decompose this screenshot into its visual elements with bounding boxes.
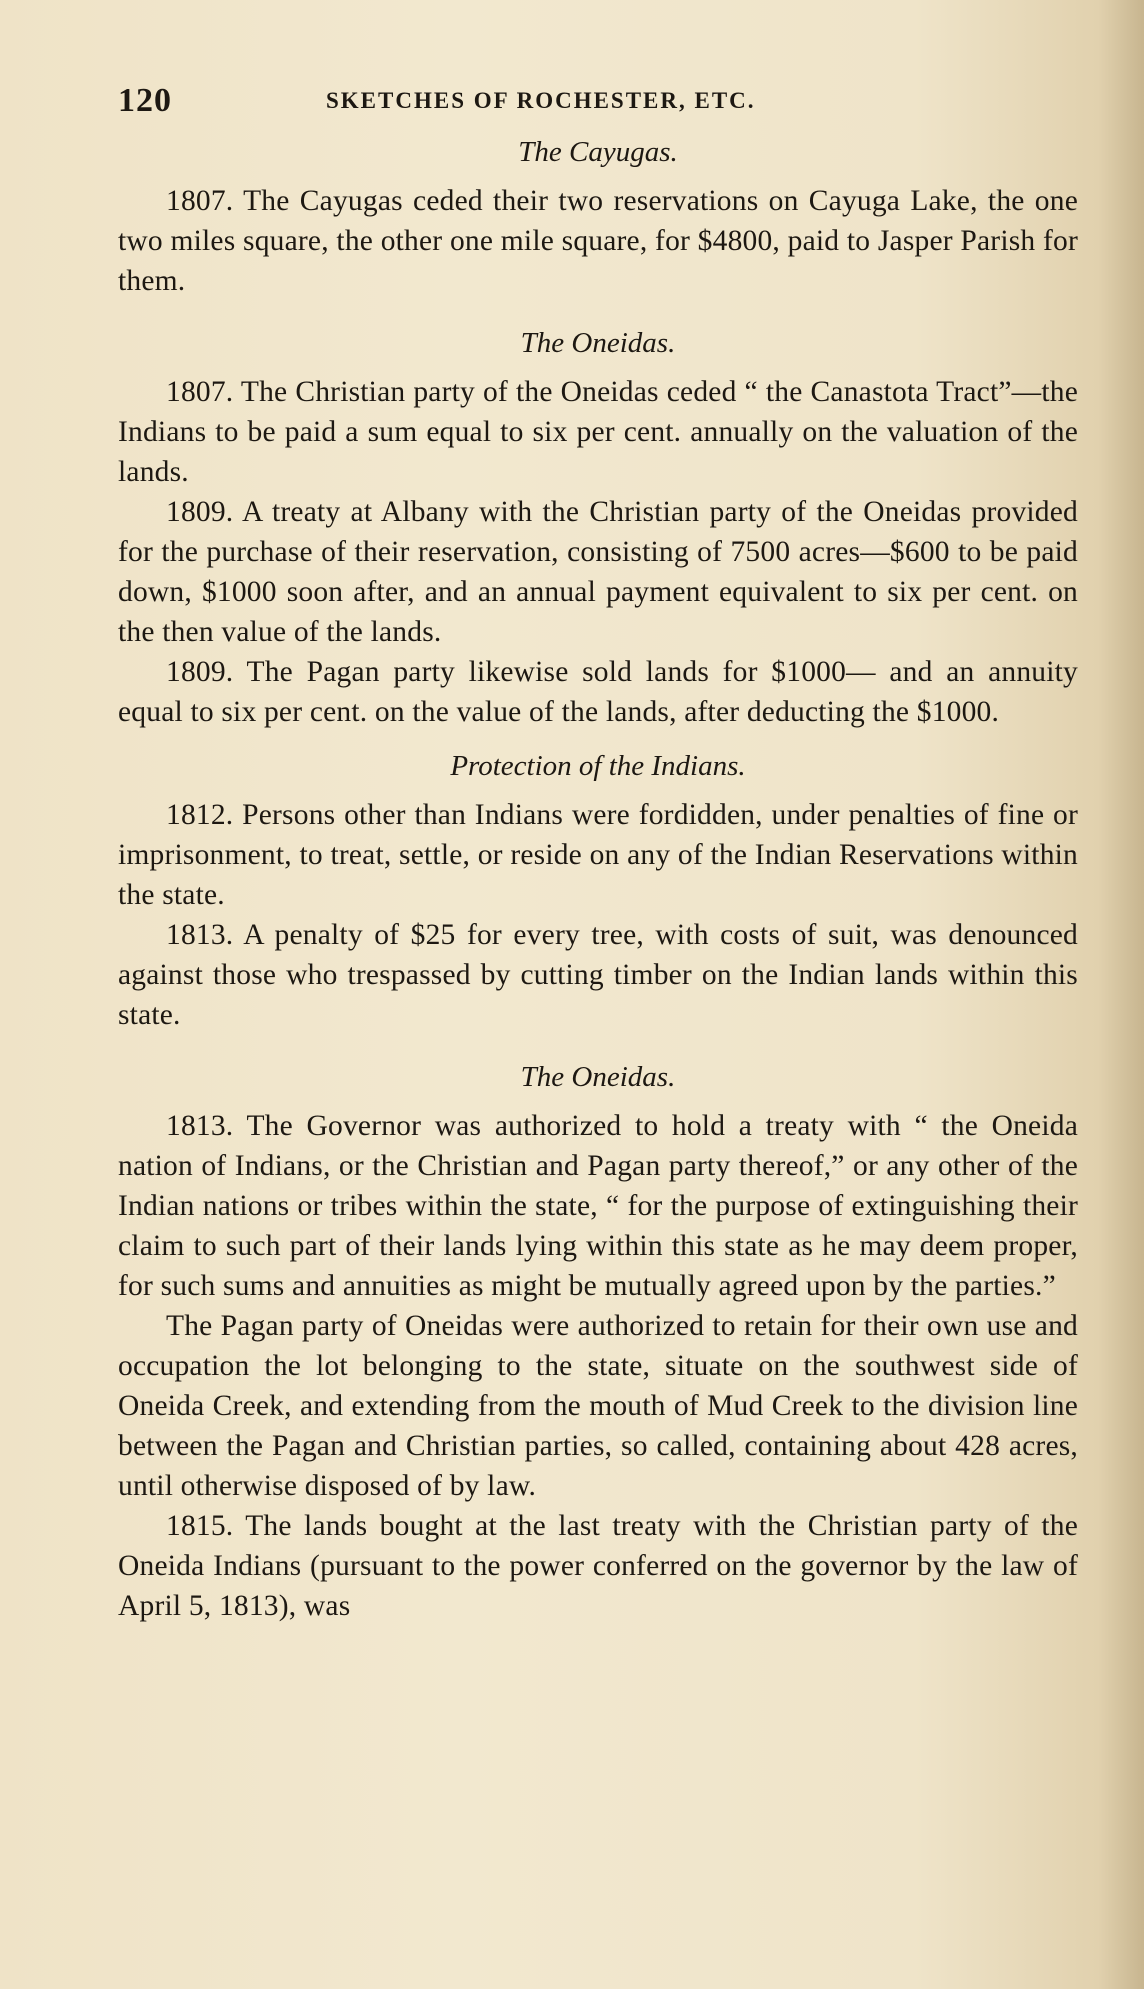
page-number: 120	[118, 82, 172, 119]
paragraph: 1812. Persons other than Indians were fordidden, under penalties of fine or imprisonment, to treat, settle, or reside on any of the Indian Reservations within the state.	[118, 799, 1078, 911]
paragraph: 1809. The Pagan party likewise sold lands for $1000— and an annuity equal to six per cent. on the value of the lands, after deducting the $1000.	[118, 656, 1078, 728]
paragraph: 1807. The Christian party of the Oneidas ceded “ the Canastota Tract”—the Indians to be paid a sum equal to six per cent. annually on the valuation of the lands.	[118, 376, 1078, 488]
paragraph: 1813. The Governor was authorized to hold a treaty with “ the Oneida nation of Indians, or the Christian and Pagan party thereof,” or any other of the Indian nations or tribes within the state, “ for the purpose of extinguishing their claim to such part of their lands lying within this state as he may deem proper, for such sums and annuities as might be mutually agreed upon by the parties.”	[118, 1110, 1078, 1302]
section-heading-oneidas: The Oneidas.	[520, 327, 676, 359]
section-heading-oneidas-2: The Oneidas.	[520, 1061, 676, 1093]
section-heading-cayugas: The Cayugas.	[518, 136, 678, 168]
section-heading-protection: Protection of the Indians.	[450, 750, 746, 782]
paragraph: 1809. A treaty at Albany with the Christian party of the Oneidas provided for the purchase of their reservation, consisting of 7500 acres—$600 to be paid down, $1000 soon after, and an annual payment equivalent to six per cent. on the then value of the lands.	[118, 496, 1078, 648]
page-header	[118, 70, 1078, 130]
paragraph: 1813. A penalty of $25 for every tree, with costs of suit, was denounced against those who trespassed by cutting timber on the Indian lands within this state.	[118, 919, 1078, 1031]
paragraph: The Pagan party of Oneidas were authorized to retain for their own use and occupation the lot belonging to the state, situate on the southwest side of Oneida Creek, and extending from the mouth of Mud Creek to the division line between the Pagan and Christian parties, so called, containing about 428 acres, until otherwise disposed of by law.	[118, 1310, 1078, 1502]
page-text	[118, 70, 1078, 1626]
paragraph: 1807. The Cayugas ceded their two reservations on Cayuga Lake, the one two miles square, the other one mile square, for $4800, paid to Jasper Parish for them.	[118, 185, 1078, 297]
paragraph: 1815. The lands bought at the last treaty with the Christian party of the Oneida Indians (pursuant to the power conferred on the governor by the law of April 5, 1813), was	[118, 1510, 1078, 1622]
running-title: SKETCHES OF ROCHESTER, ETC.	[326, 88, 756, 113]
